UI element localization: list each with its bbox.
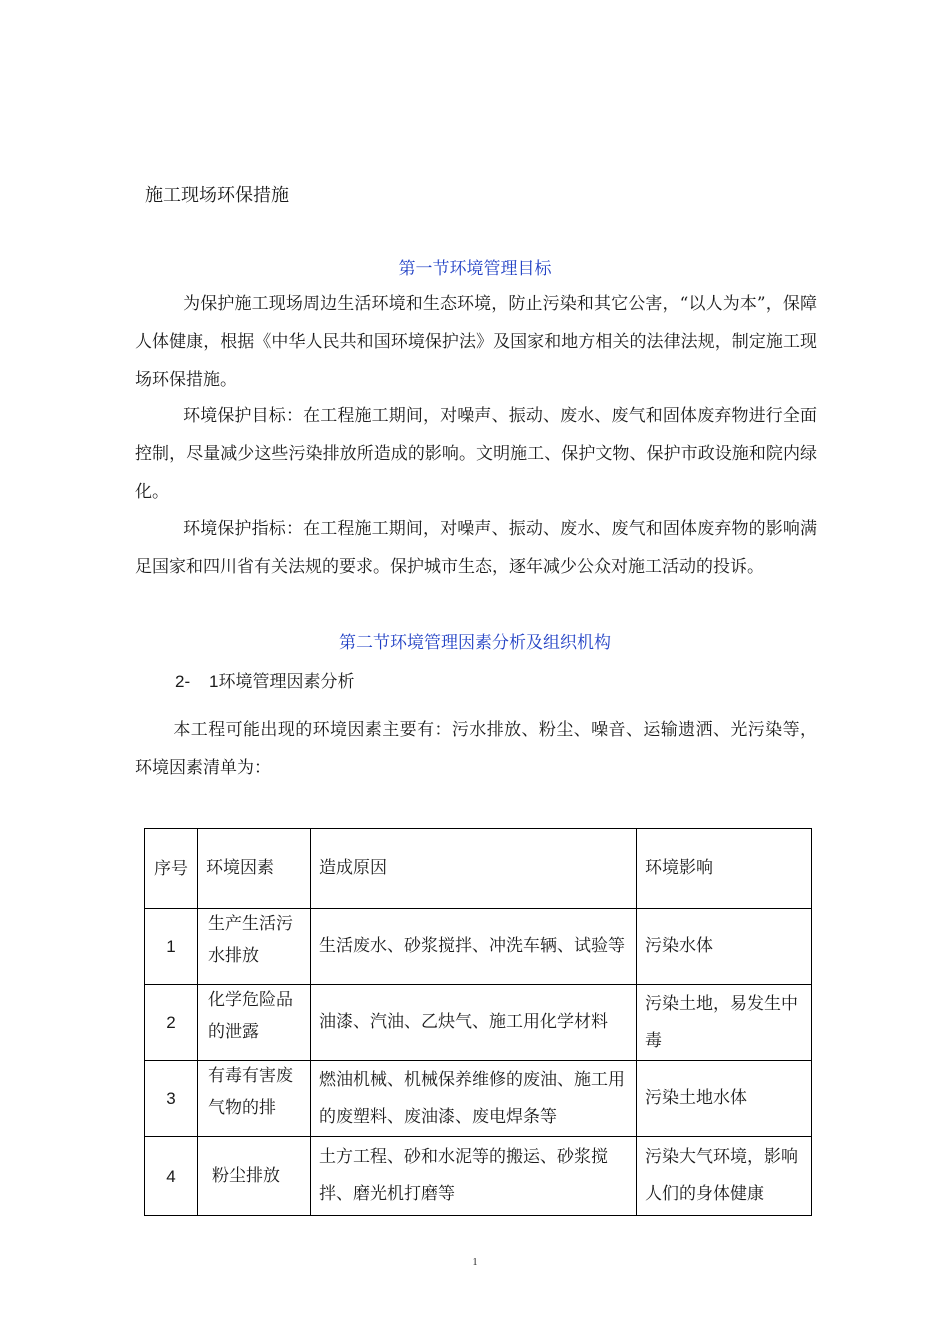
paragraph-protection-index xyxy=(135,510,817,586)
paragraph-text: 环境保护指标：在工程施工期间，对噪声、振动、废水、废气和固体废弃物的影响满足国家和四川省有关法规的要求。保护城市生态，逐年减少公众对施工活动的投诉。 xyxy=(135,519,817,577)
cell-cause: 土方工程、砂和水泥等的搬运、砂浆搅拌、磨光机打磨等 xyxy=(311,1137,637,1216)
cell-no: 4 xyxy=(145,1137,198,1216)
cell-impact: 污染大气环境，影响人们的身体健康 xyxy=(637,1137,812,1216)
cell-cause: 燃油机械、机械保养维修的废油、施工用的废塑料、废油漆、废电焊条等 xyxy=(311,1061,637,1137)
factor-line: 有毒有害废 xyxy=(208,1066,293,1086)
cell-no: 2 xyxy=(145,985,198,1061)
cell-impact: 污染土地，易发生中毒 xyxy=(637,985,812,1061)
paragraph-protection-goal xyxy=(135,397,817,511)
subsection-heading xyxy=(175,667,354,692)
factor-line: 气物的排 xyxy=(208,1098,276,1118)
environment-factors-table xyxy=(144,828,812,1216)
header-cause: 造成原因 xyxy=(311,829,637,909)
header-no: 序号 xyxy=(145,829,198,909)
factor-line: 化学危险品 xyxy=(208,990,293,1010)
cell-impact: 污染水体 xyxy=(637,909,812,985)
cell-factor xyxy=(198,985,311,1061)
cell-cause: 油漆、汽油、乙炔气、施工用化学材料 xyxy=(311,985,637,1061)
subsection-title: 环境管理因素分析 xyxy=(218,672,355,692)
document-title: 施工现场环保措施 xyxy=(145,185,289,206)
cell-impact: 污染土地水体 xyxy=(637,1061,812,1137)
subsection-number: 2- 1 xyxy=(175,672,219,691)
paragraph-text: 为保护施工现场周边生活环境和生态环境，防止污染和其它公害，“以人为本”，保障人体健康，根据《中华人民共和国环境保护法》及国家和地方相关的法律法规，制定施工现场环保措施。 xyxy=(135,294,817,390)
factor-line: 生产生活污 xyxy=(208,914,293,934)
section-heading-1: 第一节环境管理目标 xyxy=(398,259,552,279)
paragraph-intro xyxy=(135,285,817,399)
paragraph-factors xyxy=(135,711,817,787)
section-heading-2: 第二节环境管理因素分析及组织机构 xyxy=(339,633,611,653)
cell-no: 3 xyxy=(145,1061,198,1137)
paragraph-text: 本工程可能出现的环境因素主要有：污水排放、粉尘、噪音、运输遗洒、光污染等，环境因素清单为： xyxy=(135,720,817,778)
factor-line: 水排放 xyxy=(208,946,259,966)
table-row xyxy=(145,985,812,1061)
cell-factor xyxy=(198,909,311,985)
cell-no: 1 xyxy=(145,909,198,985)
table-row xyxy=(145,1061,812,1137)
cell-cause: 生活废水、砂浆搅拌、冲洗车辆、试验等 xyxy=(311,909,637,985)
table-header-row xyxy=(145,829,812,909)
cell-factor: 粉尘排放 xyxy=(198,1137,311,1216)
header-impact: 环境影响 xyxy=(637,829,812,909)
cell-factor xyxy=(198,1061,311,1137)
table-row xyxy=(145,1137,812,1216)
table-row xyxy=(145,909,812,985)
header-factor: 环境因素 xyxy=(198,829,311,909)
paragraph-text: 环境保护目标：在工程施工期间，对噪声、振动、废水、废气和固体废弃物进行全面控制，尽量减少这些污染排放所造成的影响。文明施工、保护文物、保护市政设施和院内绿化。 xyxy=(135,406,817,502)
page-number: 1 xyxy=(472,1257,478,1268)
factor-line: 的泄露 xyxy=(208,1022,259,1042)
